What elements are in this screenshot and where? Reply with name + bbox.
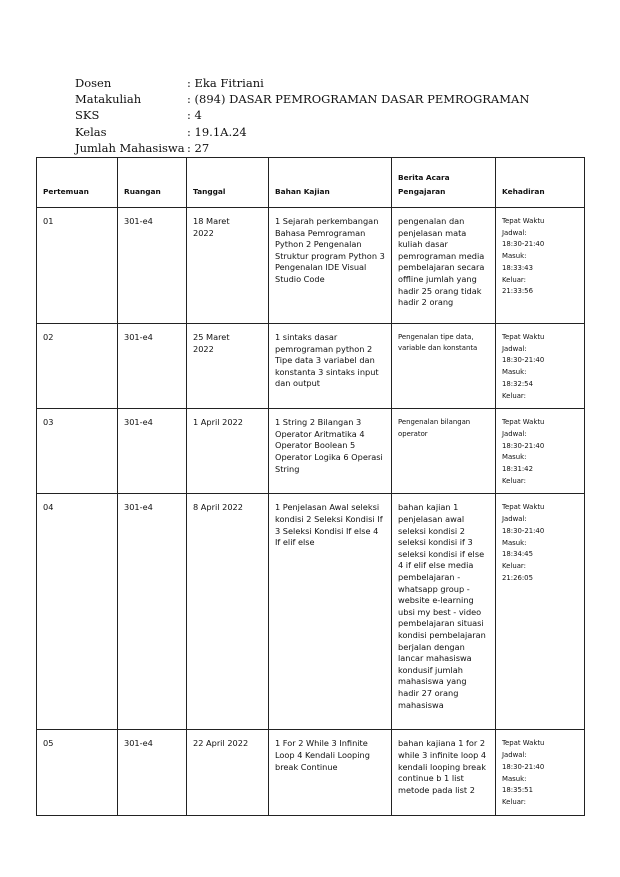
cell-tanggal: 18 Maret 2022 bbox=[187, 208, 269, 324]
cell-kehadiran: Tepat Waktu Jadwal: 18:30-21:40 Masuk: 18:35:51 Keluar: bbox=[496, 730, 585, 815]
table-row bbox=[37, 208, 585, 324]
table-row bbox=[37, 409, 585, 494]
column-header-pertemuan: Pertemuan bbox=[37, 158, 118, 208]
column-header-berita-acara: Berita Acara Pengajaran bbox=[392, 158, 496, 208]
cell-ruangan: 301-e4 bbox=[118, 409, 187, 494]
cell-ruangan: 301-e4 bbox=[118, 208, 187, 324]
header-label: Dosen bbox=[75, 76, 112, 90]
cell-ruangan: 301-e4 bbox=[118, 494, 187, 730]
header-label: Kelas bbox=[75, 124, 107, 139]
cell-berita-acara: bahan kajian 1 penjelasan awal seleksi kondisi 2 seleksi kondisi if 3 seleksi kondisi if else 4 if elif else media pembelajaran - whatsapp group - website e-learning ubsi my best - video pembelajaran situasi kondisi pembelajaran berjalan dengan lancar mahasiswa kondusif jumlah mahasiswa yang hadir 27 orang mahasiswa bbox=[392, 494, 496, 730]
cell-kehadiran: Tepat Waktu Jadwal: 18:30-21:40 Masuk: 18:33:43 Keluar: 21:33:56 bbox=[496, 208, 585, 324]
header-label: Matakuliah bbox=[75, 92, 142, 107]
column-header-tanggal: Tanggal bbox=[187, 158, 269, 208]
header-row-sks bbox=[75, 107, 529, 123]
berita-acara-table bbox=[36, 157, 585, 816]
cell-bahan-kajian: 1 For 2 While 3 Infinite Loop 4 Kendali Looping break Continue bbox=[269, 730, 392, 815]
cell-tanggal: 1 April 2022 bbox=[187, 409, 269, 494]
course-header bbox=[75, 75, 529, 156]
header-row-jumlah-mahasiswa bbox=[75, 140, 529, 156]
cell-pertemuan: 04 bbox=[37, 494, 118, 730]
header-row-dosen bbox=[75, 75, 529, 91]
cell-bahan-kajian: 1 Sejarah perkembangan Bahasa Pemrograman Python 2 Pengenalan Struktur program Python 3 Pengenalan IDE Visual Studio Code bbox=[269, 208, 392, 324]
table-row bbox=[37, 494, 585, 730]
cell-kehadiran: Tepat Waktu Jadwal: 18:30-21:40 Masuk: 18:32:54 Keluar: bbox=[496, 324, 585, 409]
header-value: : 27 bbox=[187, 140, 210, 155]
cell-kehadiran: Tepat Waktu Jadwal: 18:30-21:40 Masuk: 18:34:45 Keluar: 21:26:05 bbox=[496, 494, 585, 730]
table-row bbox=[37, 730, 585, 815]
table-row bbox=[37, 324, 585, 409]
cell-tanggal: 8 April 2022 bbox=[187, 494, 269, 730]
cell-tanggal: 25 Maret 2022 bbox=[187, 324, 269, 409]
cell-berita-acara: Pengenalan tipe data, variable dan konstanta bbox=[392, 324, 496, 409]
header-value: : (894) DASAR PEMROGRAMAN DASAR PEMROGRAMAN bbox=[187, 92, 530, 107]
cell-ruangan: 301-e4 bbox=[118, 730, 187, 815]
cell-pertemuan: 05 bbox=[37, 730, 118, 815]
table-header-row bbox=[37, 158, 585, 208]
header-label: SKS bbox=[75, 108, 100, 123]
cell-ruangan: 301-e4 bbox=[118, 324, 187, 409]
column-header-ruangan: Ruangan bbox=[118, 158, 187, 208]
cell-kehadiran: Tepat Waktu Jadwal: 18:30-21:40 Masuk: 18:31:42 Keluar: bbox=[496, 409, 585, 494]
cell-berita-acara: pengenalan dan penjelasan mata kuliah dasar pemrograman media pembelajaran secara offline jumlah yang hadir 25 orang tidak hadir 2 orang bbox=[392, 208, 496, 324]
cell-pertemuan: 02 bbox=[37, 324, 118, 409]
header-row-kelas bbox=[75, 124, 529, 140]
column-header-kehadiran: Kehadiran bbox=[496, 158, 585, 208]
header-value: : 4 bbox=[187, 108, 202, 123]
header-row-matakuliah bbox=[75, 91, 529, 107]
cell-berita-acara: bahan kajiana 1 for 2 while 3 infinite loop 4 kendali looping break continue b 1 list metode pada list 2 bbox=[392, 730, 496, 815]
cell-bahan-kajian: 1 String 2 Bilangan 3 Operator Aritmatika 4 Operator Boolean 5 Operator Logika 6 Operasi String bbox=[269, 409, 392, 494]
column-header-bahan-kajian: Bahan Kajian bbox=[269, 158, 392, 208]
cell-bahan-kajian: 1 Penjelasan Awal seleksi kondisi 2 Seleksi Kondisi If 3 Seleksi Kondisi If else 4 If elif else bbox=[269, 494, 392, 730]
cell-tanggal: 22 April 2022 bbox=[187, 730, 269, 815]
cell-bahan-kajian: 1 sintaks dasar pemrograman python 2 Tipe data 3 variabel dan konstanta 3 sintaks input dan output bbox=[269, 324, 392, 409]
header-value: : Eka Fitriani bbox=[187, 76, 264, 90]
header-label: Jumlah Mahasiswa bbox=[75, 140, 185, 155]
cell-pertemuan: 01 bbox=[37, 208, 118, 324]
cell-pertemuan: 03 bbox=[37, 409, 118, 494]
header-value: : 19.1A.24 bbox=[187, 124, 247, 139]
cell-berita-acara: Pengenalan bilangan operator bbox=[392, 409, 496, 494]
